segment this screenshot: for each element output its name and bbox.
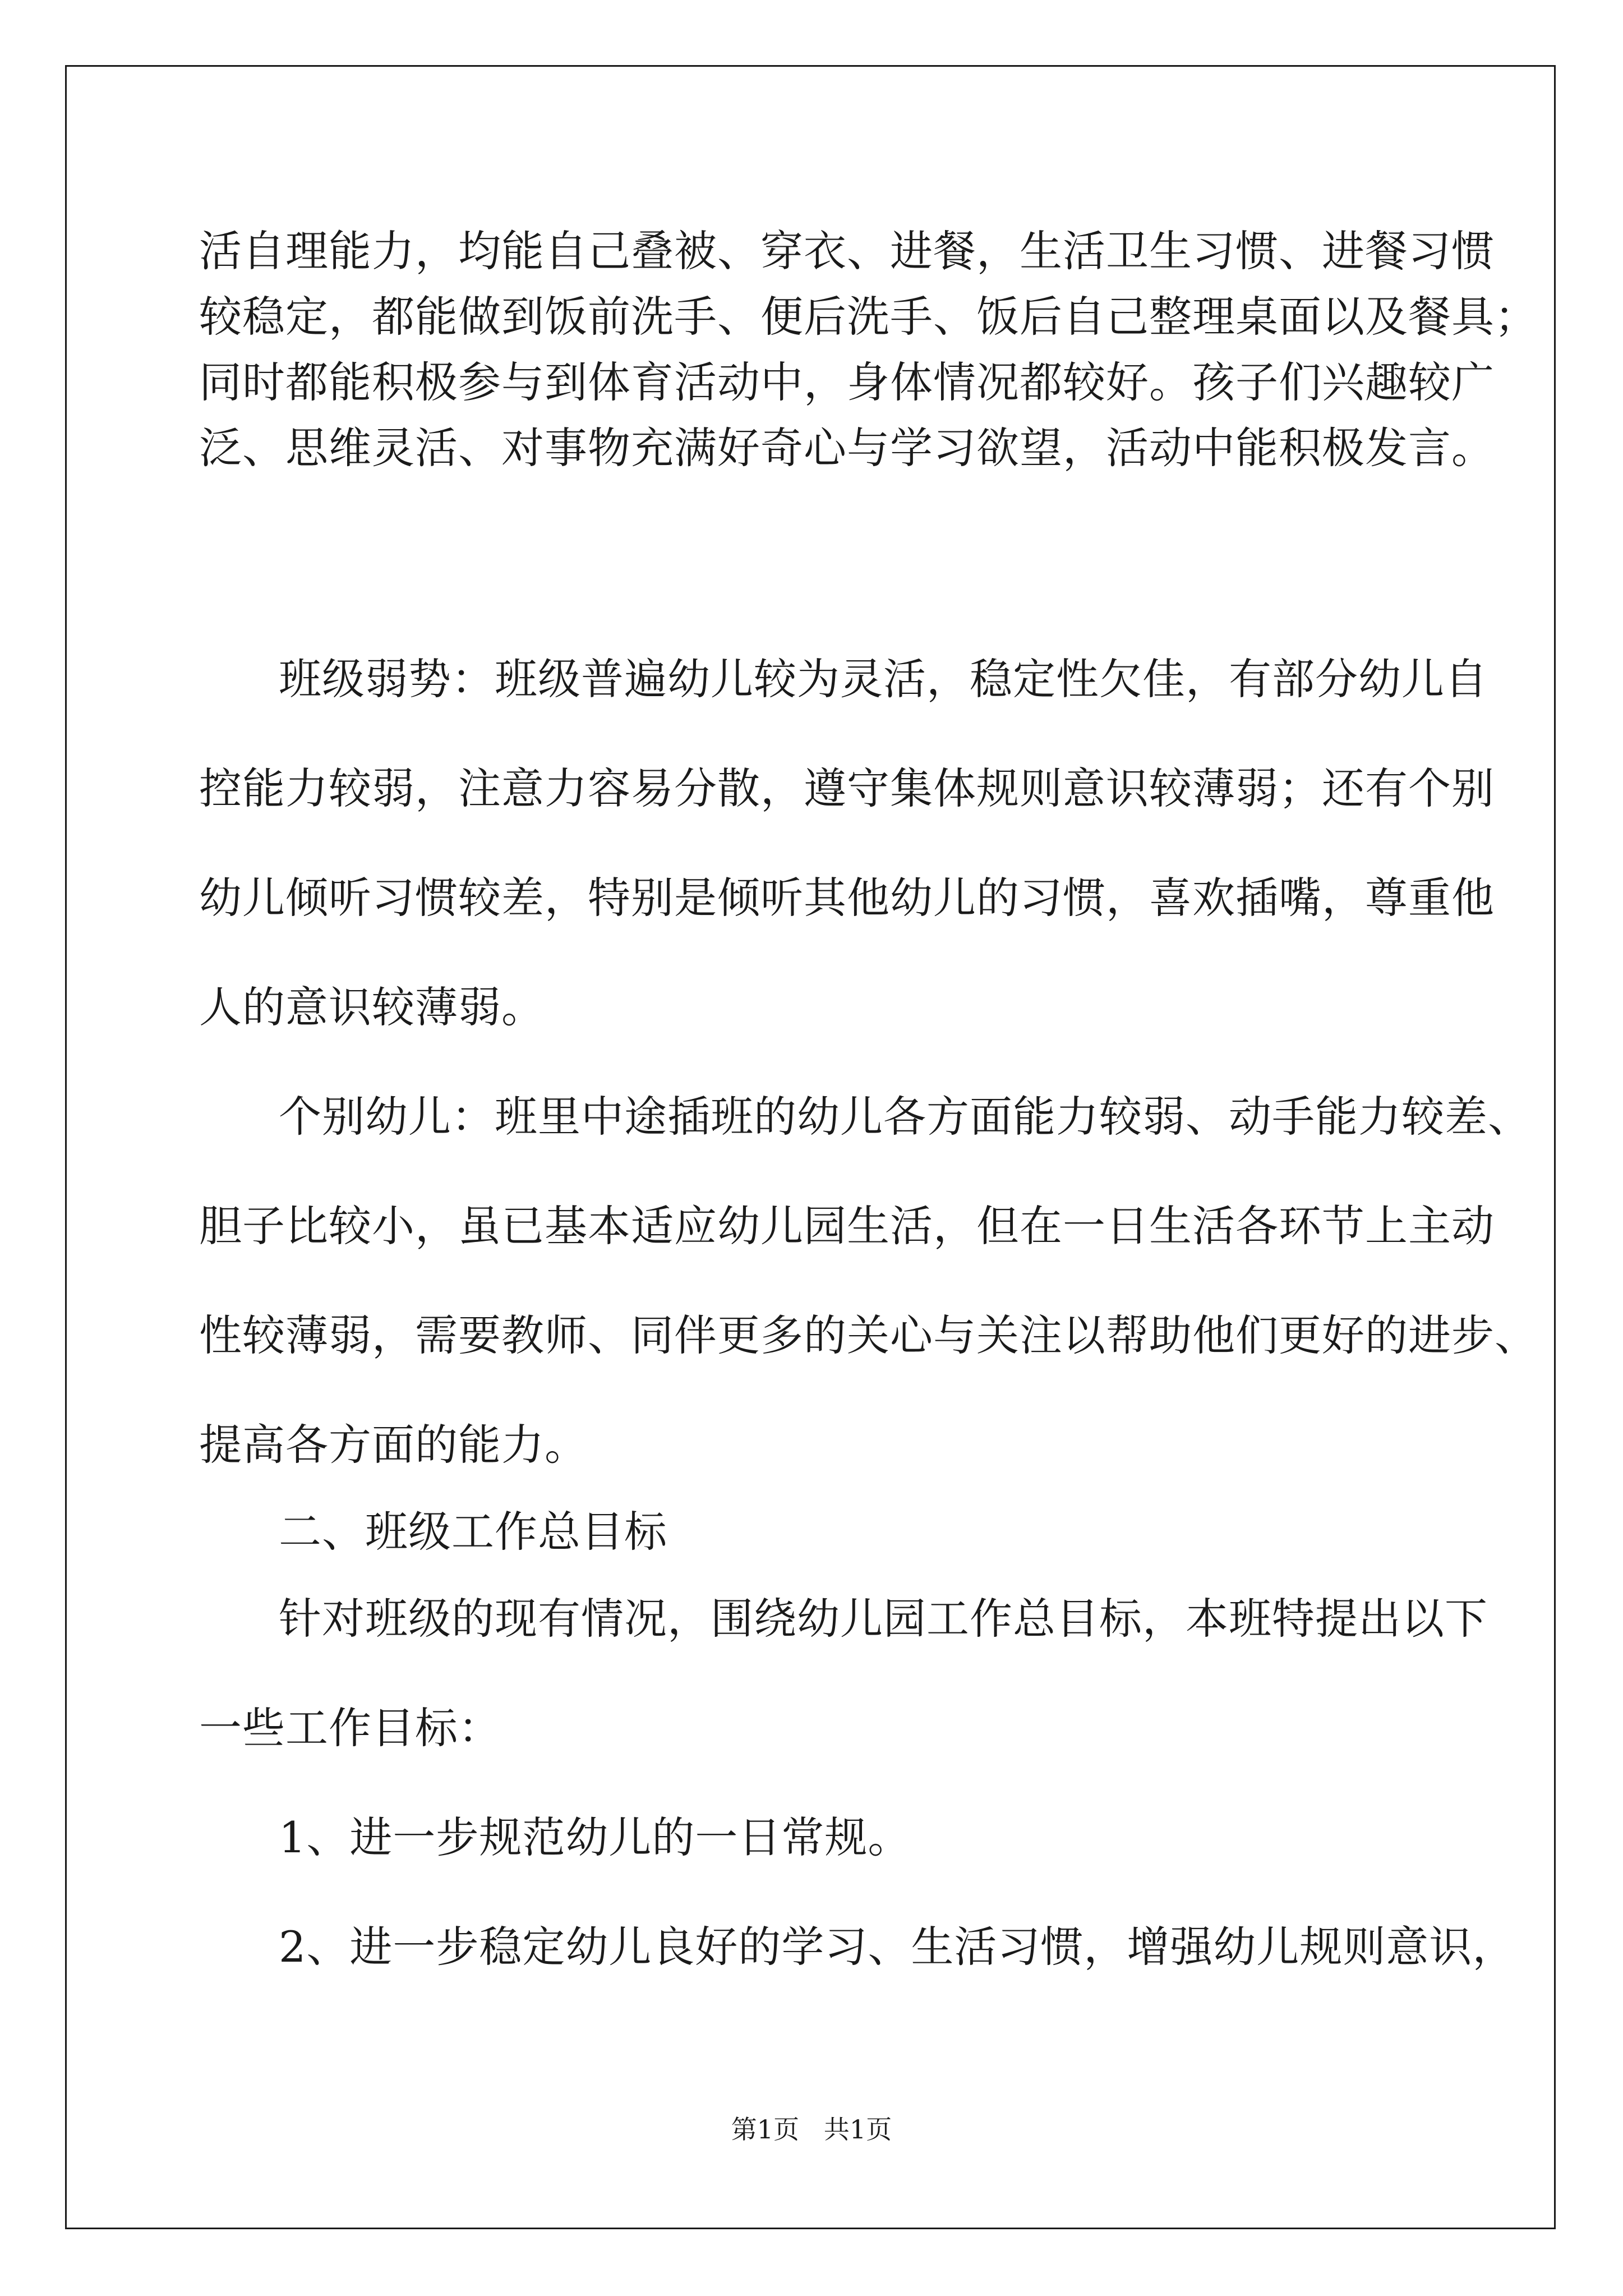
text-line-1: 活自理能力，均能自己叠被、穿衣、进餐，生活卫生习惯、进餐习惯	[199, 226, 1495, 276]
text-line-2: 较稳定，都能做到饭前洗手、便后洗手、饭后自己整理桌面以及餐具；	[199, 292, 1538, 342]
text-line-14: 针对班级的现有情况，围绕幼儿园工作总目标，本班特提出以下	[279, 1594, 1488, 1644]
list-item-2: 2、进一步稳定幼儿良好的学习、生活习惯，增强幼儿规则意识，	[279, 1922, 1516, 1972]
text-line-3: 同时都能积极参与到体育活动中，身体情况都较好。孩子们兴趣较广	[199, 357, 1495, 407]
text-line-7: 幼儿倾听习惯较差，特别是倾听其他幼儿的习惯，喜欢插嘴，尊重他	[199, 873, 1495, 923]
list-item-1: 1、进一步规范幼儿的一日常规。	[279, 1812, 911, 1862]
text-line-12: 提高各方面的能力。	[199, 1420, 588, 1470]
text-line-10: 胆子比较小，虽已基本适应幼儿园生活，但在一日生活各环节上主动	[199, 1201, 1495, 1251]
text-line-8: 人的意识较薄弱。	[199, 982, 545, 1032]
text-line-5: 班级弱势：班级普遍幼儿较为灵活，稳定性欠佳，有部分幼儿自	[279, 654, 1488, 704]
text-line-4: 泛、思维灵活、对事物充满好奇心与学习欲望，活动中能积极发言。	[199, 423, 1495, 473]
text-line-9: 个别幼儿：班里中途插班的幼儿各方面能力较弱、动手能力较差、	[279, 1092, 1531, 1142]
page-footer: 第1页 共1页	[731, 2114, 892, 2145]
text-line-15: 一些工作目标：	[199, 1703, 501, 1753]
text-line-6: 控能力较弱，注意力容易分散，遵守集体规则意识较薄弱；还有个别	[199, 763, 1495, 813]
text-line-11: 性较薄弱，需要教师、同伴更多的关心与关注以帮助他们更好的进步、	[199, 1310, 1538, 1360]
section-heading: 二、班级工作总目标	[279, 1507, 667, 1557]
